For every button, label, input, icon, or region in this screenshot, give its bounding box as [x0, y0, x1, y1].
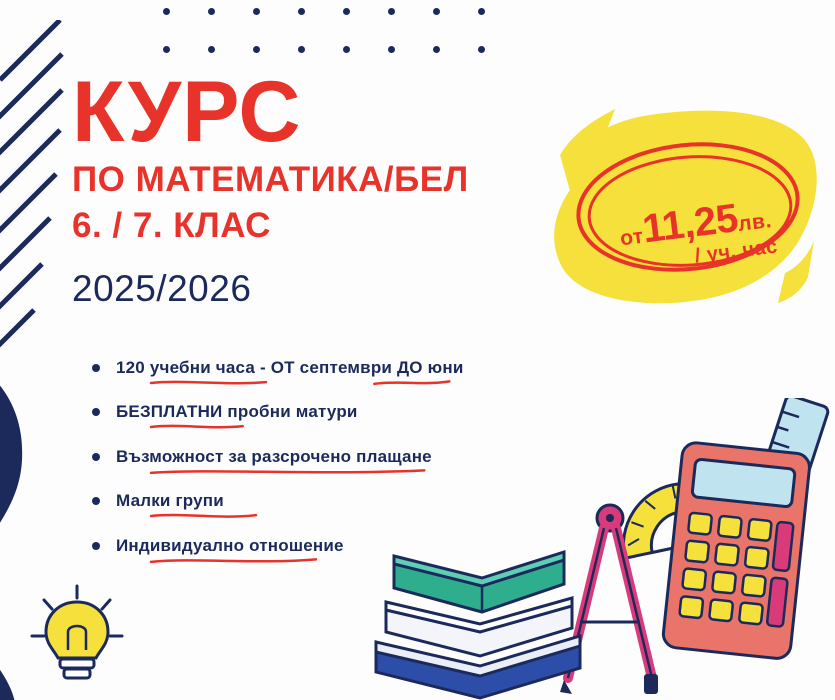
- price-amount: 11,25: [640, 196, 741, 252]
- list-item: [92, 402, 562, 422]
- dot-grid-decoration: [163, 8, 508, 63]
- underline-scribble: [116, 422, 516, 432]
- subtitle-line-1: ПО МАТЕМАТИКА/БЕЛ: [72, 159, 469, 199]
- lightbulb-illustration: [22, 580, 132, 695]
- compass-illustration: [548, 498, 678, 700]
- feature-list: [92, 358, 562, 580]
- list-item: [92, 447, 562, 467]
- underline-scribble: [116, 378, 516, 388]
- school-year-label: 2025/2026: [72, 268, 252, 310]
- page-title: КУРС: [72, 64, 302, 160]
- ruler-illustration: [730, 398, 835, 573]
- calculator-illustration: [660, 440, 820, 675]
- list-item-label: БЕЗПЛАТНИ пробни матури: [116, 402, 358, 422]
- price-per-unit: / уч. час: [693, 235, 779, 268]
- headline-block: [72, 64, 592, 310]
- price-currency: лв.: [736, 208, 774, 236]
- list-item: [92, 491, 562, 511]
- price-badge: [540, 95, 820, 340]
- protractor-illustration: [610, 450, 750, 585]
- list-item-label: Малки групи: [116, 491, 224, 511]
- subtitle-line-2: 6. / 7. КЛАС: [72, 205, 271, 245]
- list-item: [92, 536, 562, 556]
- price-prefix: от: [618, 224, 645, 251]
- underline-scribble: [116, 467, 516, 477]
- underline-scribble: [116, 556, 516, 566]
- underline-scribble: [116, 511, 516, 521]
- list-item-label: Индивидуално отношение: [116, 535, 344, 555]
- list-item-label: 120 учебни часа - ОТ септември ДО юни: [116, 358, 464, 377]
- list-item-label: Възможност за разсрочено плащане: [116, 446, 432, 466]
- navy-blob-decoration: [0, 330, 100, 700]
- list-item: [92, 358, 562, 378]
- diagonal-stripes-decoration: [0, 20, 75, 360]
- price-text-group: [526, 79, 834, 356]
